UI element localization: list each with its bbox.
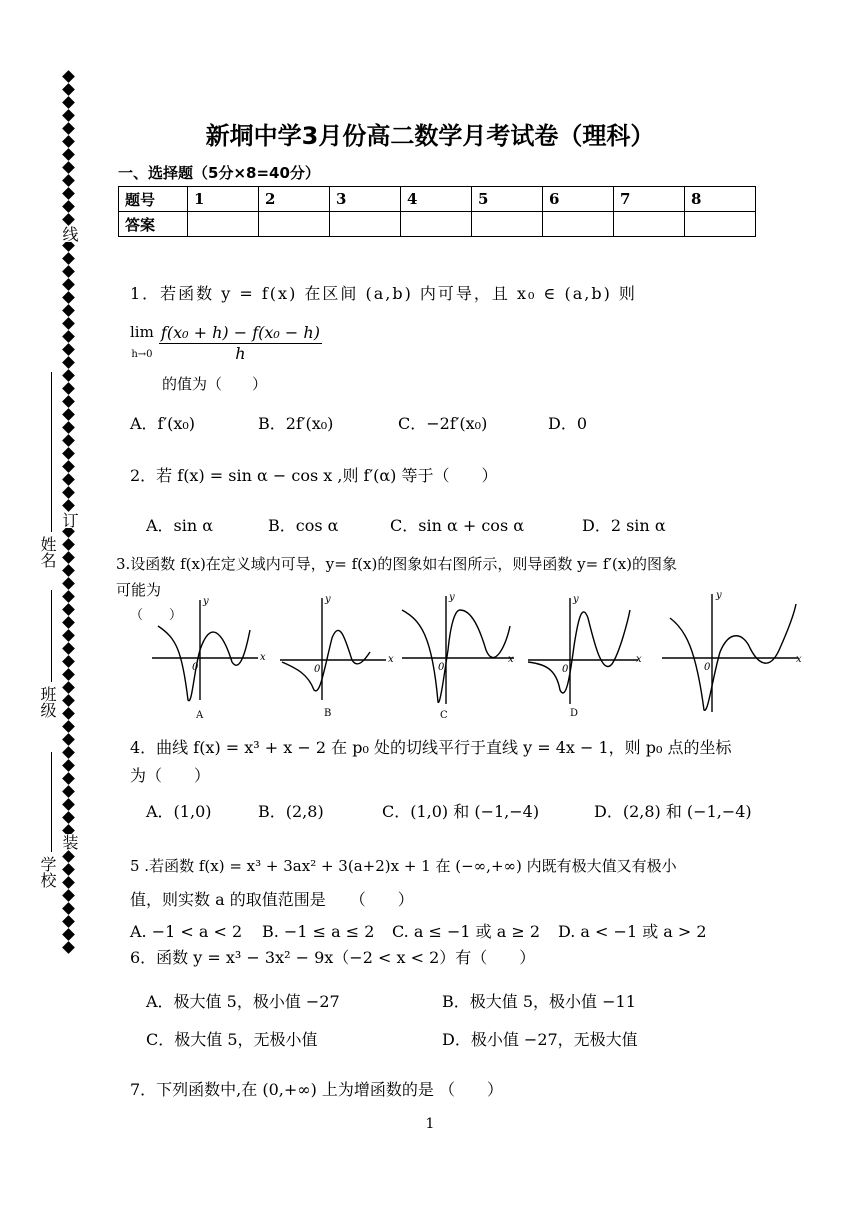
diamond-mark	[62, 421, 75, 434]
diamond-mark	[62, 564, 75, 577]
diamond-mark	[62, 83, 75, 96]
diamond-mark	[62, 876, 75, 889]
question-5-text2: 值，则实数 a 的取值范围是 （ ）	[130, 890, 414, 909]
diamond-mark	[62, 668, 75, 681]
question-2-text: 2．若 f(x) = sin α − cos x ,则 f′(α) 等于（ ）	[130, 466, 498, 485]
option-b: B. −1 ≤ a ≤ 2	[262, 922, 375, 941]
function-graphs	[130, 590, 810, 725]
diamond-mark	[62, 187, 75, 200]
diamond-mark	[62, 473, 75, 486]
option-a: A．极大值 5，极小值 −27	[146, 992, 340, 1011]
table-cell: 5	[472, 187, 543, 212]
name-label: 姓名	[38, 536, 57, 568]
option-d: D．极小值 −27，无极大值	[442, 1030, 638, 1049]
option-a: A．sin α	[146, 516, 214, 535]
diamond-mark	[62, 291, 75, 304]
question-5-text: 5 .若函数 f(x) = x³ + 3ax² + 3(a+2)x + 1 在 (−∞,+∞) 内既有极大值又有极小	[130, 857, 677, 875]
diamond-mark	[62, 616, 75, 629]
table-cell: 2	[259, 187, 330, 212]
class-blank-line	[51, 590, 52, 682]
limit-subscript: h→0	[131, 349, 153, 360]
diamond-mark	[62, 720, 75, 733]
table-header-cell: 题号	[119, 187, 188, 212]
diamond-mark	[62, 434, 75, 447]
diamond-mark	[62, 356, 75, 369]
table-cell: 8	[685, 187, 756, 212]
option-c: C．−2f′(x₀)	[398, 414, 488, 433]
table-row	[119, 212, 756, 237]
diamond-mark	[62, 304, 75, 317]
table-header-cell: 答案	[119, 212, 188, 237]
option-c: C．(1,0) 和 (−1,−4)	[382, 802, 540, 821]
answer-blank[interactable]	[188, 212, 259, 237]
question-1-text: 1．若函数 y = f(x) 在区间 (a,b) 内可导，且 x₀ ∈ (a,b) 则	[130, 284, 637, 303]
diamond-mark	[62, 590, 75, 603]
diamond-mark	[62, 629, 75, 642]
diamond-mark	[62, 694, 75, 707]
diamond-mark	[62, 96, 75, 109]
graph-d-axis-x: x	[636, 654, 642, 665]
option-b: B．2f′(x₀)	[258, 414, 334, 433]
diamond-mark	[62, 369, 75, 382]
diamond-mark	[62, 928, 75, 941]
diamond-mark	[62, 863, 75, 876]
graph-ref-axis-x: x	[796, 654, 802, 665]
option-a: A．f′(x₀)	[130, 414, 196, 433]
graph-b-origin: 0	[314, 664, 321, 675]
option-d: D．(2,8) 和 (−1,−4)	[594, 802, 752, 821]
margin-order-char: 订	[60, 512, 79, 528]
diamond-mark	[62, 317, 75, 330]
diamond-mark	[62, 902, 75, 915]
diamond-mark	[62, 759, 75, 772]
diamond-mark	[62, 915, 75, 928]
option-b: B．极大值 5，极小值 −11	[442, 992, 636, 1011]
table-cell: 4	[401, 187, 472, 212]
table-cell: 6	[543, 187, 614, 212]
diamond-mark	[62, 746, 75, 759]
diamond-mark	[62, 395, 75, 408]
graph-d-axis-y: y	[573, 594, 579, 605]
diamond-mark	[62, 200, 75, 213]
school-label: 学校	[38, 856, 57, 888]
answer-blank[interactable]	[401, 212, 472, 237]
limit-denominator: h	[235, 344, 246, 363]
answer-blank[interactable]	[614, 212, 685, 237]
question-1-tail: 的值为（ ）	[162, 375, 268, 393]
question-4-text: 4．曲线 f(x) = x³ + x − 2 在 p₀ 处的切线平行于直线 y = 4x − 1，则 p₀ 点的坐标	[130, 738, 732, 757]
diamond-mark	[62, 252, 75, 265]
diamond-mark	[62, 772, 75, 785]
diamond-mark	[62, 811, 75, 824]
class-label: 班级	[38, 686, 57, 718]
table-cell: 3	[330, 187, 401, 212]
diamond-mark	[62, 798, 75, 811]
answer-table	[118, 186, 756, 237]
graph-label-d: D	[570, 708, 579, 719]
page-number: 1	[425, 1116, 435, 1132]
diamond-mark	[62, 278, 75, 291]
diamond-mark	[62, 161, 75, 174]
option-b: B．(2,8)	[258, 802, 324, 821]
diamond-mark	[62, 486, 75, 499]
graph-b-axis-y: y	[325, 594, 331, 605]
option-a: A．(1,0)	[146, 802, 212, 821]
diamond-mark	[62, 941, 75, 954]
table-cell: 7	[614, 187, 685, 212]
diamond-mark	[62, 577, 75, 590]
option-c: C．极大值 5，无极小值	[146, 1030, 318, 1049]
graph-label-a: A	[196, 710, 204, 721]
diamond-mark	[62, 655, 75, 668]
graph-ref-axis-y: y	[716, 590, 722, 601]
diamond-mark	[62, 642, 75, 655]
limit-numerator: f(x₀ + h) − f(x₀ − h)	[160, 323, 320, 342]
option-a: A. −1 < a < 2	[130, 922, 243, 941]
question-3-text2: 可能为	[116, 581, 162, 599]
diamond-mark	[62, 681, 75, 694]
question-3-paren: （ ）	[130, 608, 183, 623]
graph-c-axis-y: y	[449, 592, 455, 603]
limit-word: lim	[130, 323, 154, 341]
table-row	[119, 187, 756, 212]
diamond-mark	[62, 785, 75, 798]
diamond-mark	[62, 382, 75, 395]
answer-blank[interactable]	[472, 212, 543, 237]
graph-c-axis-x: x	[508, 654, 514, 665]
diamond-mark	[62, 447, 75, 460]
graph-a-axis-x: x	[260, 652, 266, 663]
diamond-mark	[62, 70, 75, 83]
diamond-mark	[62, 850, 75, 863]
diamond-mark	[62, 499, 75, 512]
diamond-mark	[62, 603, 75, 616]
question-7-text: 7．下列函数中,在 (0,+∞) 上为增函数的是 （ ）	[130, 1080, 504, 1099]
diamond-mark	[62, 408, 75, 421]
answer-blank[interactable]	[330, 212, 401, 237]
diamond-mark	[62, 551, 75, 564]
option-c: C．sin α + cos α	[390, 516, 525, 535]
diamond-mark	[62, 889, 75, 902]
diamond-mark	[62, 213, 75, 226]
question-4-text2: 为（ ）	[130, 766, 211, 785]
diamond-mark	[62, 330, 75, 343]
diamond-mark	[62, 707, 75, 720]
answer-blank[interactable]	[259, 212, 330, 237]
question-1-limit	[130, 322, 322, 365]
graph-label-c: C	[440, 710, 448, 721]
graph-c-origin: 0	[438, 662, 445, 673]
diamond-mark	[62, 733, 75, 746]
diamond-mark	[62, 460, 75, 473]
diamond-mark	[62, 174, 75, 187]
page-title: 新垌中学3月份高二数学月考试卷（理科）	[205, 122, 655, 150]
margin-line-char: 线	[60, 226, 79, 242]
option-d: D. a < −1 或 a > 2	[558, 922, 707, 941]
option-d: D．0	[548, 414, 588, 433]
graph-label-b: B	[324, 708, 332, 719]
graph-b-axis-x: x	[388, 654, 394, 665]
table-cell: 1	[188, 187, 259, 212]
question-3-text: 3.设函数 f(x)在定义域内可导，y= f(x)的图象如右图所示，则导函数 y= f′(x)的图象	[116, 555, 678, 573]
school-blank-line	[51, 752, 52, 852]
graph-d-origin: 0	[562, 664, 569, 675]
diamond-mark	[62, 538, 75, 551]
graph-ref-origin: 0	[704, 662, 711, 673]
graph-a-axis-y: y	[203, 596, 209, 607]
diamond-mark	[62, 343, 75, 356]
option-c: C. a ≤ −1 或 a ≥ 2	[392, 922, 541, 941]
section-heading: 一、选择题（5分×8=40分）	[118, 164, 320, 182]
name-blank-line	[51, 372, 52, 532]
graph-a-origin: 0	[192, 662, 199, 673]
option-d: D．2 sin α	[582, 516, 666, 535]
answer-blank[interactable]	[685, 212, 756, 237]
answer-blank[interactable]	[543, 212, 614, 237]
question-6-text: 6．函数 y = x³ − 3x² − 9x（−2 < x < 2）有（ ）	[130, 948, 536, 967]
diamond-mark	[62, 265, 75, 278]
option-b: B．cos α	[268, 516, 339, 535]
margin-bind-char: 装	[60, 834, 79, 850]
